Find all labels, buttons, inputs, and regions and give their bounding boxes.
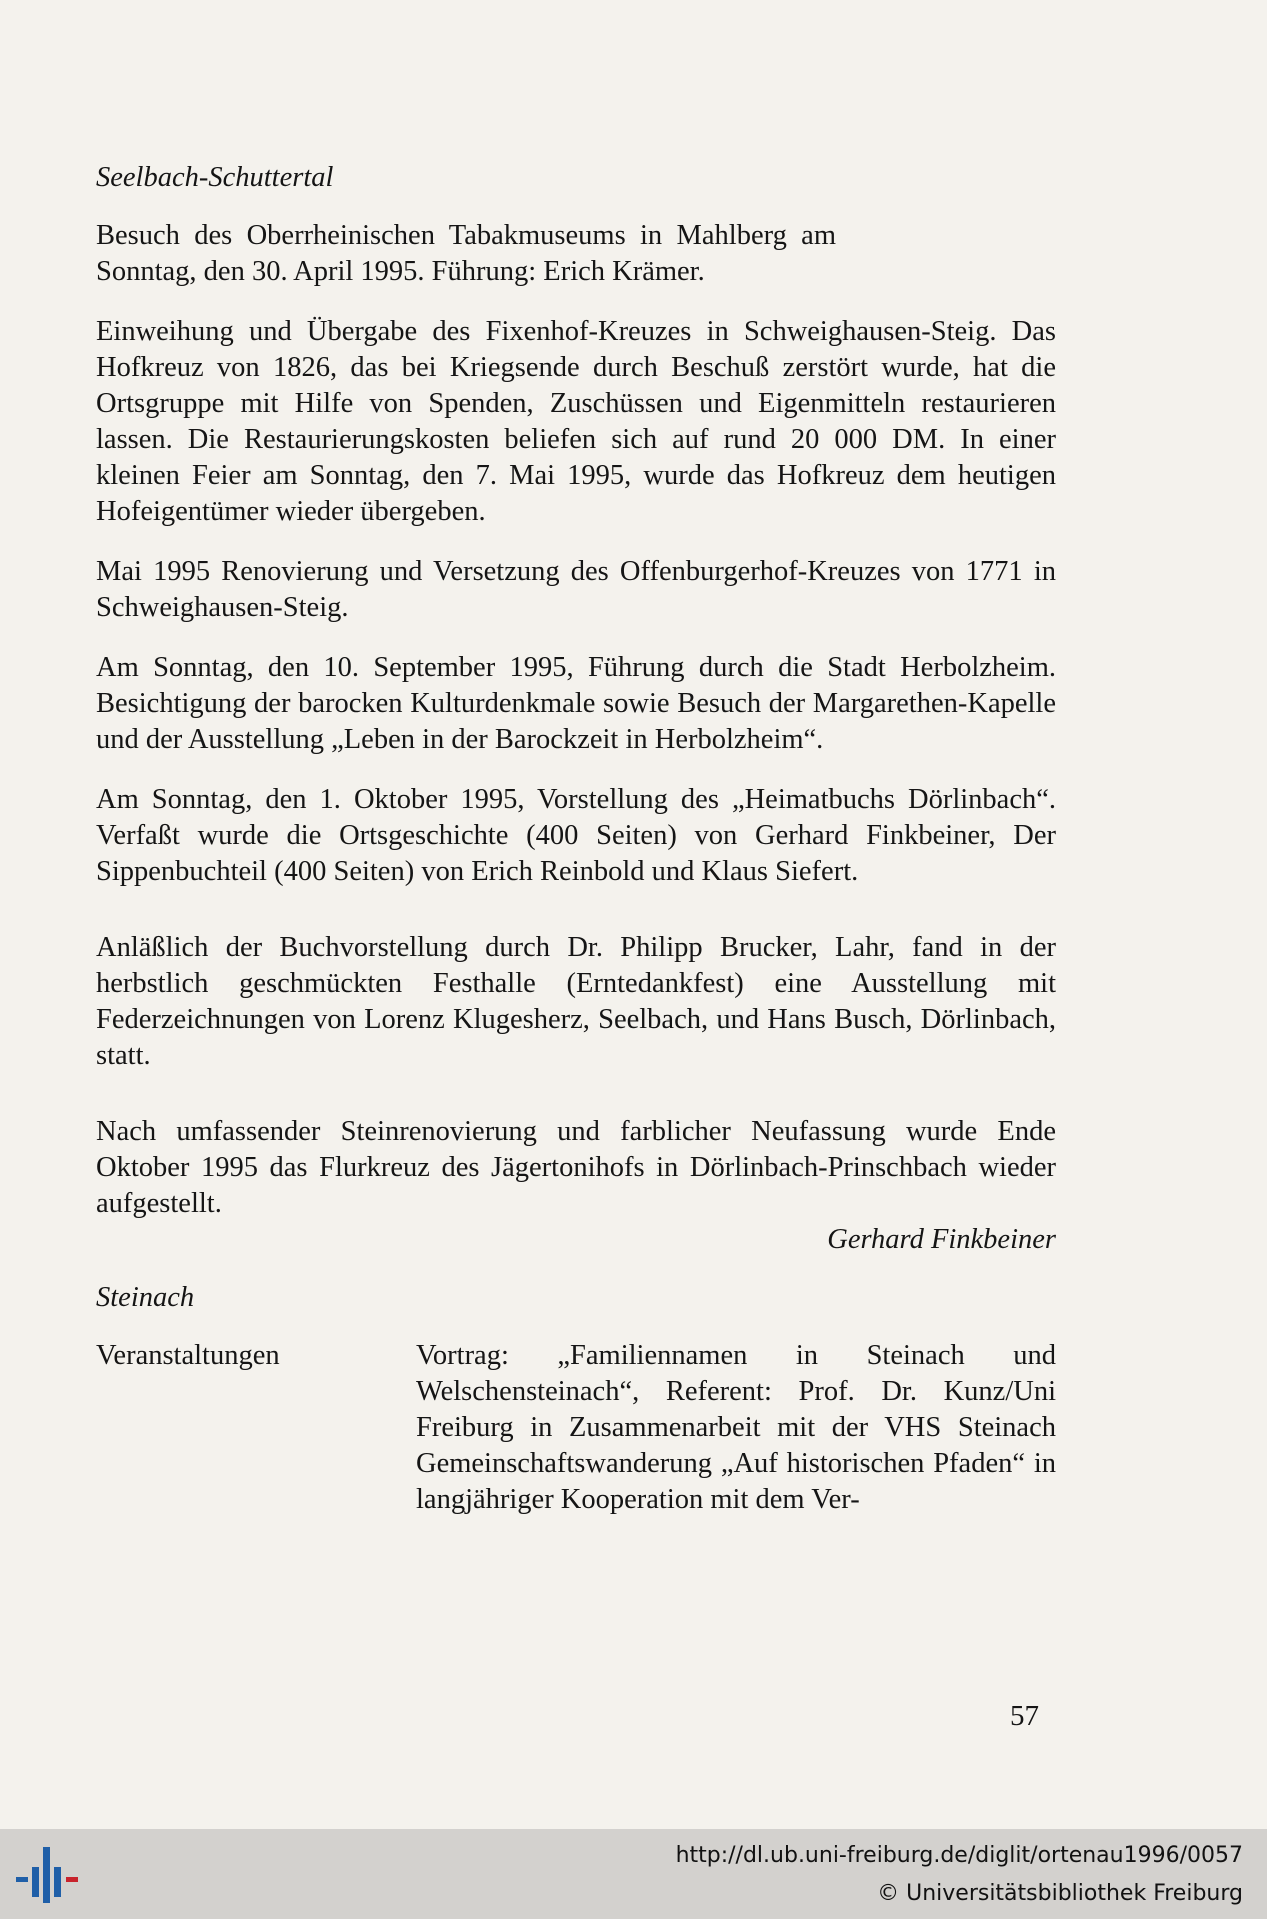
paragraph-5: Am Sonntag, den 1. Oktober 1995, Vorstellung des „Heimatbuchs Dörlinbach“. Verfaßt wurde die Ortsgeschichte (400 Seiten) von Gerhard Finkbeiner, Der Sippenbuchteil (400 Seiten) von Erich Reinbold und Klaus Siefert. <box>96 784 1056 887</box>
page-number: 57 <box>1010 1700 1039 1732</box>
paragraph-1: Besuch des Oberrheinischen Tabakmuseums in Mahlberg am Sonntag, den 30. April 1995. Führung: Erich Krämer. <box>96 220 836 287</box>
page-content <box>96 160 1056 1518</box>
paragraph-2: Einweihung und Übergabe des Fixenhof-Kreuzes in Schweighausen-Steig. Das Hofkreuz von 1826, das bei Kriegsende durch Beschuß zerstört wurde, hat die Ortsgruppe mit Hilfe von Spenden, Zuschüssen und Eigenmitteln restaurieren lassen. Die Restaurierungskosten beliefen sich auf rund 20 000 DM. In einer kleinen Feier am Sonntag, den 7. Mai 1995, wurde das Hofkreuz dem heutigen Hofeigentümer wieder übergeben. <box>96 316 1056 527</box>
events-text: Vortrag: „Familiennamen in Steinach und Welschensteinach“, Referent: Prof. Dr. Kunz/Uni Freiburg in Zusammenarbeit mit der VHS Steinach Gemeinschaftswanderung „Auf historischen Pfaden“ in langjähriger Kooperation mit dem Ver- <box>416 1340 1056 1515</box>
signature: Gerhard Finkbeiner <box>827 1224 1056 1255</box>
document-url-link[interactable]: http://dl.ub.uni-freiburg.de/diglit/ortenau1996/0057 <box>675 1843 1243 1868</box>
events-row <box>96 1338 1056 1518</box>
paragraph-4: Am Sonntag, den 10. September 1995, Führung durch die Stadt Herbolzheim. Besichtigung der barocken Kulturdenkmale sowie Besuch der Margarethen-Kapelle und der Ausstellung „Leben in der Barockzeit in Herbolzheim“. <box>96 652 1056 755</box>
footer-bar <box>0 1829 1267 1919</box>
events-label: Veranstaltungen <box>96 1340 280 1371</box>
library-logo-icon <box>16 1847 80 1903</box>
paragraph-6: Anläßlich der Buchvorstellung durch Dr. Philipp Brucker, Lahr, fand in der herbstlich geschmückten Festhalle (Erntedankfest) eine Ausstellung mit Federzeichnungen von Lorenz Klugesherz, Seelbach, und Hans Busch, Dörlinbach, statt. <box>96 932 1056 1071</box>
section-title-steinach: Steinach <box>96 1282 195 1313</box>
paragraph-3: Mai 1995 Renovierung und Versetzung des Offenburgerhof-Kreuzes von 1771 in Schweighausen-Steig. <box>96 556 1056 623</box>
section-title-seelbach: Seelbach-Schuttertal <box>96 162 334 193</box>
copyright-text: © Universitätsbibliothek Freiburg <box>877 1881 1243 1906</box>
paragraph-7: Nach umfassender Steinrenovierung und farblicher Neufassung wurde Ende Oktober 1995 das Flurkreuz des Jägertonihofs in Dörlinbach-Prinschbach wieder aufgestellt. <box>96 1116 1056 1219</box>
